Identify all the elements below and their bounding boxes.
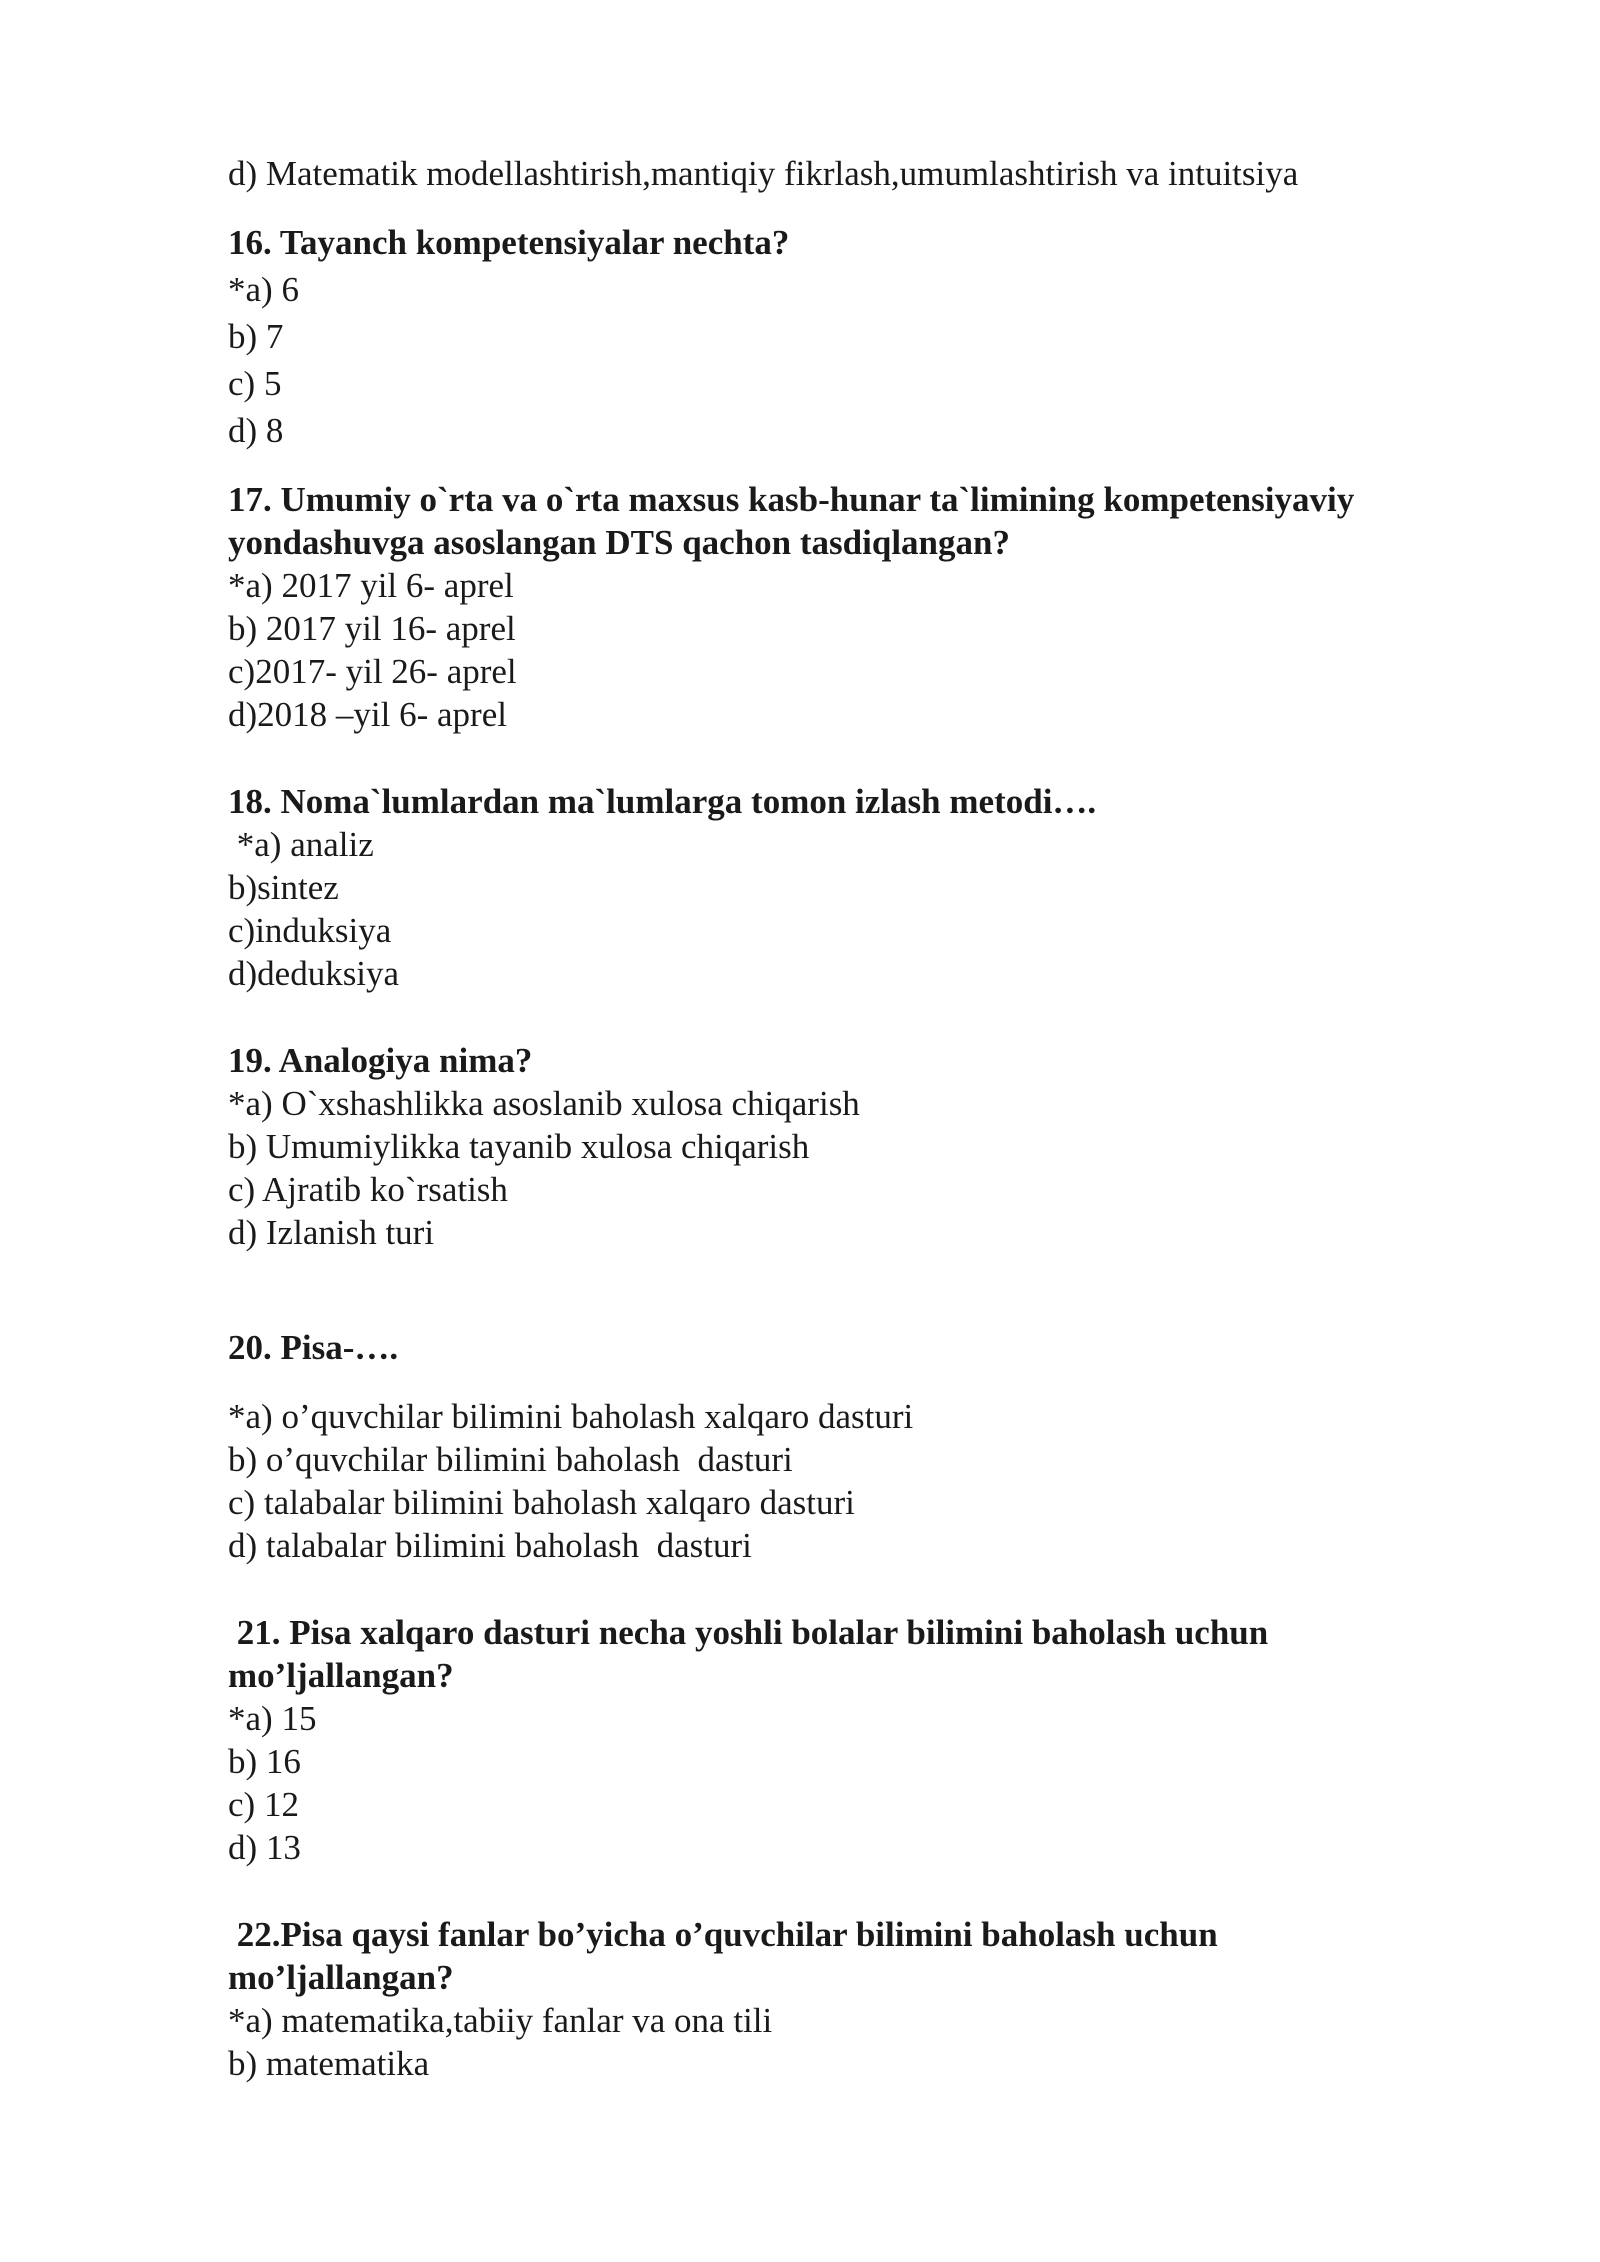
q16-question: 16. Tayanch kompetensiyalar nechta? — [228, 223, 790, 262]
q21-option-d: d) 13 — [228, 1828, 301, 1867]
q17-question-line2: yondashuvga asoslangan DTS qachon tasdiqlangan? — [228, 523, 1010, 562]
q16-option-d: d) 8 — [228, 411, 284, 450]
q20-option-b: b) o’quvchilar bilimini baholash dasturi — [228, 1440, 793, 1479]
q17-question-line1: 17. Umumiy o`rta va o`rta maxsus kasb-hunar ta`limining kompetensiyaviy — [228, 480, 1355, 519]
q21-question-line2: mo’ljallangan? — [228, 1656, 454, 1695]
q17-option-d: d)2018 –yil 6- aprel — [228, 695, 507, 734]
q22-question-line2: mo’ljallangan? — [228, 1958, 454, 1997]
q21-option-a: *a) 15 — [228, 1699, 317, 1738]
q22-question-line1: 22.Pisa qaysi fanlar bo’yicha o’quvchilar bilimini baholash uchun — [228, 1915, 1218, 1954]
q17-option-c: c)2017- yil 26- aprel — [228, 652, 517, 691]
q19-option-d: d) Izlanish turi — [228, 1213, 435, 1252]
q18-option-c: c)induksiya — [228, 911, 392, 950]
q16-option-c: c) 5 — [228, 364, 282, 403]
q18-option-a: *a) analiz — [228, 825, 374, 864]
q20-question: 20. Pisa-…. — [228, 1328, 399, 1367]
q15-option-d: d) Matematik modellashtirish,mantiqiy fikrlash,umumlashtirish va intuitsiya — [228, 154, 1299, 193]
q21-option-c: c) 12 — [228, 1785, 299, 1824]
q20-option-c: c) talabalar bilimini baholash xalqaro dasturi — [228, 1483, 855, 1522]
q21-option-b: b) 16 — [228, 1742, 301, 1781]
q19-option-b: b) Umumiylikka tayanib xulosa chiqarish — [228, 1127, 810, 1166]
q18-option-d: d)deduksiya — [228, 954, 400, 993]
q19-option-c: c) Ajratib ko`rsatish — [228, 1170, 508, 1209]
q18-question: 18. Noma`lumlardan ma`lumlarga tomon izlash metodi…. — [228, 782, 1097, 821]
q17-option-a: *a) 2017 yil 6- aprel — [228, 566, 514, 605]
q22-option-a: *a) matematika,tabiiy fanlar va ona tili — [228, 2001, 773, 2040]
q18-option-b: b)sintez — [228, 868, 339, 907]
q19-option-a: *a) O`xshashlikka asoslanib xulosa chiqarish — [228, 1084, 860, 1123]
q20-option-a: *a) o’quvchilar bilimini baholash xalqaro dasturi — [228, 1397, 914, 1436]
q16-option-b: b) 7 — [228, 317, 284, 356]
q21-question-line1: 21. Pisa xalqaro dasturi necha yoshli bolalar bilimini baholash uchun — [228, 1613, 1269, 1652]
q22-option-b: b) matematika — [228, 2044, 430, 2083]
q17-option-b: b) 2017 yil 16- aprel — [228, 609, 516, 648]
q16-option-a: *a) 6 — [228, 270, 299, 309]
q19-question: 19. Analogiya nima? — [228, 1041, 533, 1080]
q20-option-d: d) talabalar bilimini baholash dasturi — [228, 1526, 752, 1565]
